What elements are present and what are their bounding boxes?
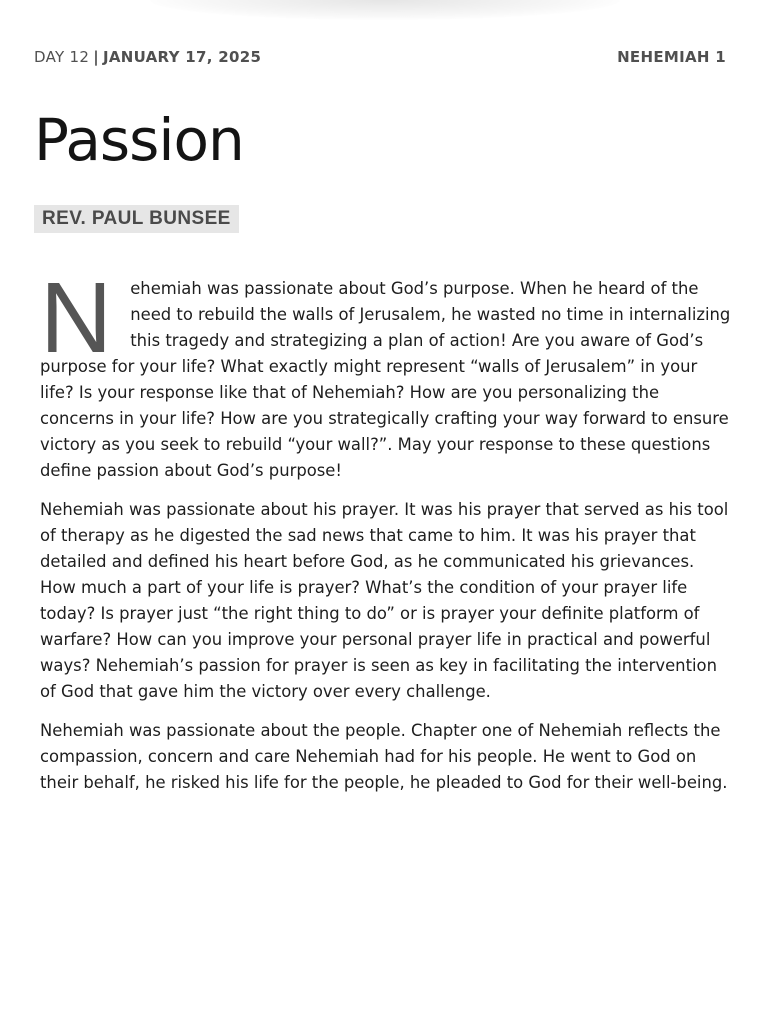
article-body	[40, 262, 732, 809]
top-shadow-decoration	[150, 0, 620, 20]
paragraph-2: Nehemiah was passionate about his prayer. It was his prayer that served as his tool of therapy as he digested the sad news that came to him. It was his prayer that detailed and defined his heart before God, as he communicated his grievances. How much a part of your life is prayer? What’s the condition of your prayer life today? Is prayer just “the right thing to do” or is prayer your definite platform of warfare? How can you improve your personal prayer life in practical and powerful ways? Nehemiah’s passion for prayer is seen as key in facilitating the intervention of God that gave him the victory over every challenge.	[40, 500, 729, 701]
day-date-line	[34, 48, 261, 66]
author-badge: REV. PAUL BUNSEE	[34, 205, 239, 233]
paragraph-1-text: ehemiah was passionate about God’s purpose. When he heard of the need to rebuild the walls of Jerusalem, he wasted no time in internalizing this tragedy and strategizing a plan of action! Are you aware of God’s purpose for your life? What exactly might represent “walls of Jerusalem” in your life? Is your response like that of Nehemiah? How are you personalizing the concerns in your life? How are you strategically crafting your way forward to ensure victory as you seek to rebuild “your wall?”. May your response to these questions define passion about God’s purpose!	[40, 279, 731, 480]
page-title: Passion	[34, 106, 244, 174]
paragraph-1	[40, 262, 732, 484]
date-label: JANUARY 17, 2025	[102, 48, 262, 66]
scripture-reference: NEHEMIAH 1	[617, 48, 726, 66]
header-separator: |	[93, 48, 99, 66]
page-header	[34, 48, 726, 66]
paragraph-3: Nehemiah was passionate about the people. Chapter one of Nehemiah reflects the compassion, concern and care Nehemiah had for his people. He went to God on their behalf, he risked his life for the people, he pleaded to God for their well-being.	[40, 721, 728, 792]
day-label: DAY 12	[34, 48, 90, 66]
drop-cap: N	[40, 262, 113, 374]
